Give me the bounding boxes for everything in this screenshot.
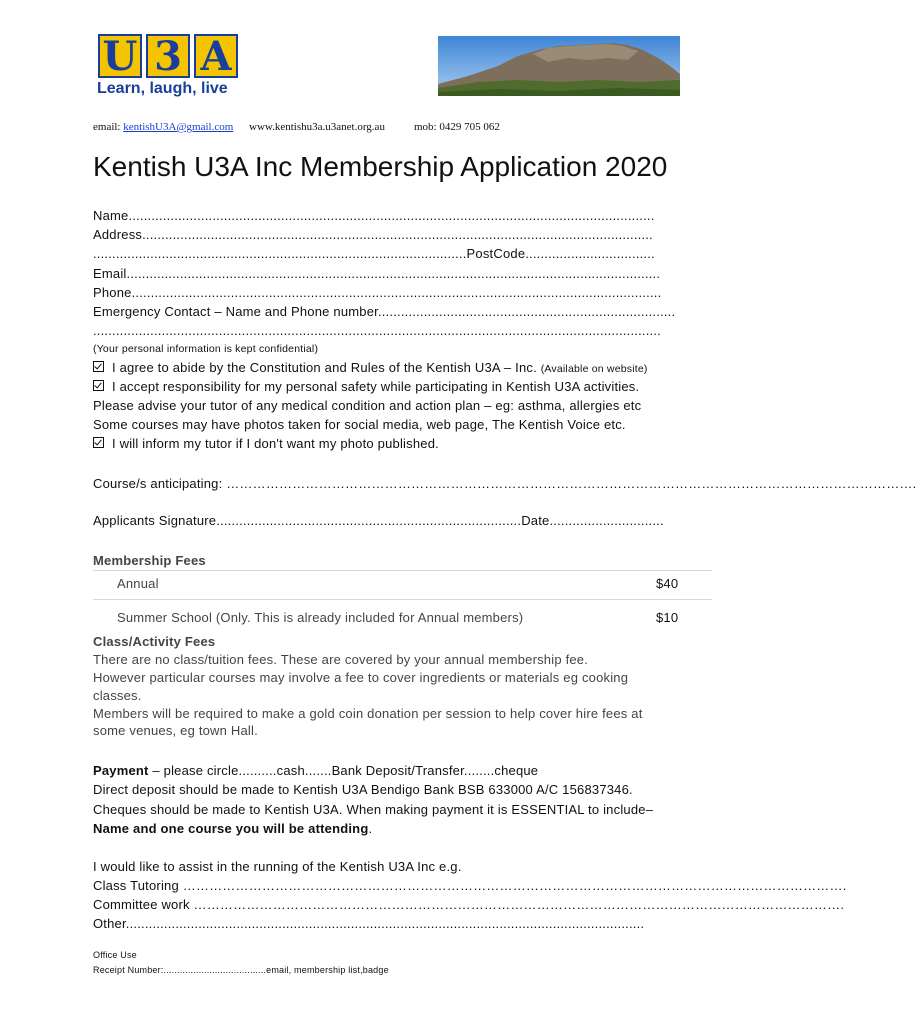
photos-text: Some courses may have photos taken for social media, web page, The Kentish Voice etc. bbox=[93, 417, 626, 432]
tutoring-field[interactable]: Class Tutoring ……………………………………………………………………………………………………………………………………. bbox=[93, 878, 847, 893]
email-link[interactable]: kentishU3A@gmail.com bbox=[123, 121, 234, 133]
logo-letter-u: U bbox=[98, 34, 142, 78]
bank-details: Direct deposit should be made to Kentish U3A Bendigo Bank BSB 633000 A/C 156837346. bbox=[93, 782, 633, 797]
committee-field[interactable]: Committee work …………………………………………………………………………………………………………………………………. bbox=[93, 897, 845, 912]
payment-options[interactable] bbox=[93, 763, 538, 778]
membership-fees-heading: Membership Fees bbox=[93, 553, 206, 568]
essential-info bbox=[93, 821, 372, 836]
assist-intro: I would like to assist in the running of the Kentish U3A Inc e.g. bbox=[93, 859, 462, 874]
payment-options-text: – please circle..........cash.......Bank Deposit/Transfer........cheque bbox=[148, 763, 539, 778]
date-label: Date.............................. bbox=[521, 513, 664, 528]
fees-divider bbox=[93, 570, 712, 571]
checkbox-checked-icon[interactable] bbox=[93, 361, 104, 372]
agree-constitution[interactable] bbox=[93, 360, 648, 375]
accept-responsibility-text: I accept responsibility for my personal safety while participating in Kentish U3A activities. bbox=[112, 379, 640, 394]
class-fees-line: some venues, eg town Hall. bbox=[93, 723, 258, 738]
cheque-instructions: Cheques should be made to Kentish U3A. When making payment it is ESSENTIAL to include– bbox=[93, 802, 654, 817]
email-field[interactable]: Email............................................................................................................................................ bbox=[93, 266, 661, 281]
mobile-text: mob: 0429 705 062 bbox=[414, 121, 500, 133]
fee-summer-label: Summer School (Only. This is already included for Annual members) bbox=[117, 610, 524, 625]
agree-constitution-note: (Available on website) bbox=[540, 363, 648, 375]
name-field[interactable]: Name.......................................................................................................................................... bbox=[93, 208, 655, 223]
accept-responsibility[interactable] bbox=[93, 379, 639, 394]
logo-letter-3: 3 bbox=[146, 34, 190, 78]
class-fees-line: However particular courses may involve a fee to cover ingredients or materials eg cooking bbox=[93, 670, 629, 685]
signature-field[interactable] bbox=[93, 513, 664, 528]
payment-label: Payment bbox=[93, 763, 149, 778]
logo-letter-a: A bbox=[194, 34, 238, 78]
checkbox-checked-icon[interactable] bbox=[93, 437, 104, 448]
mountain-photo bbox=[438, 36, 680, 96]
checkbox-checked-icon[interactable] bbox=[93, 380, 104, 391]
email-label: email: bbox=[93, 121, 121, 133]
fee-annual-amount: $40 bbox=[656, 576, 679, 591]
emergency-contact-field[interactable]: Emergency Contact – Name and Phone number.............................................................................. bbox=[93, 304, 676, 319]
fees-divider bbox=[93, 599, 712, 600]
class-fees-heading: Class/Activity Fees bbox=[93, 634, 216, 649]
office-use-label: Office Use bbox=[93, 950, 137, 960]
photo-consent-text: I will inform my tutor if I don't want my photo published. bbox=[112, 436, 439, 451]
address-postcode-field[interactable]: ..................................................................................................PostCode.................................. bbox=[93, 246, 655, 261]
class-fees-line: classes. bbox=[93, 688, 142, 703]
phone-field[interactable]: Phone........................................................................................................................................... bbox=[93, 285, 662, 300]
receipt-number-field[interactable]: Receipt Number:......................................email, membership list,badge bbox=[93, 965, 389, 975]
emergency-contact-line[interactable]: ..................................................................................................................................................... bbox=[93, 323, 661, 338]
essential-text: Name and one course you will be attending bbox=[93, 821, 369, 836]
signature-label: Applicants Signature................................................................................ bbox=[93, 513, 522, 528]
class-fees-line: Members will be required to make a gold coin donation per session to help cover hire fees at bbox=[93, 706, 643, 721]
fee-annual-label: Annual bbox=[117, 576, 159, 591]
class-fees-line: There are no class/tuition fees. These are covered by your annual membership fee. bbox=[93, 652, 589, 667]
fee-summer-amount: $10 bbox=[656, 610, 679, 625]
page-title: Kentish U3A Inc Membership Application 2020 bbox=[93, 151, 668, 182]
agree-constitution-text: I agree to abide by the Constitution and Rules of the Kentish U3A – Inc. bbox=[112, 360, 537, 375]
address-field[interactable]: Address...................................................................................................................................... bbox=[93, 227, 653, 242]
privacy-note: (Your personal information is kept confidential) bbox=[93, 343, 319, 355]
essential-end: . bbox=[368, 821, 373, 836]
logo-tagline: Learn, laugh, live bbox=[97, 80, 228, 97]
courses-field[interactable]: Course/s anticipating: …………………………………………………………………………………………………………………………………………. bbox=[93, 476, 916, 491]
other-field[interactable]: Other........................................................................................................................................ bbox=[93, 916, 645, 931]
advise-tutor-text: Please advise your tutor of any medical condition and action plan – eg: asthma, allergies etc bbox=[93, 398, 642, 413]
website-text: www.kentishu3a.u3anet.org.au bbox=[249, 121, 385, 133]
contact-email bbox=[93, 121, 233, 133]
photo-consent[interactable] bbox=[93, 436, 439, 451]
